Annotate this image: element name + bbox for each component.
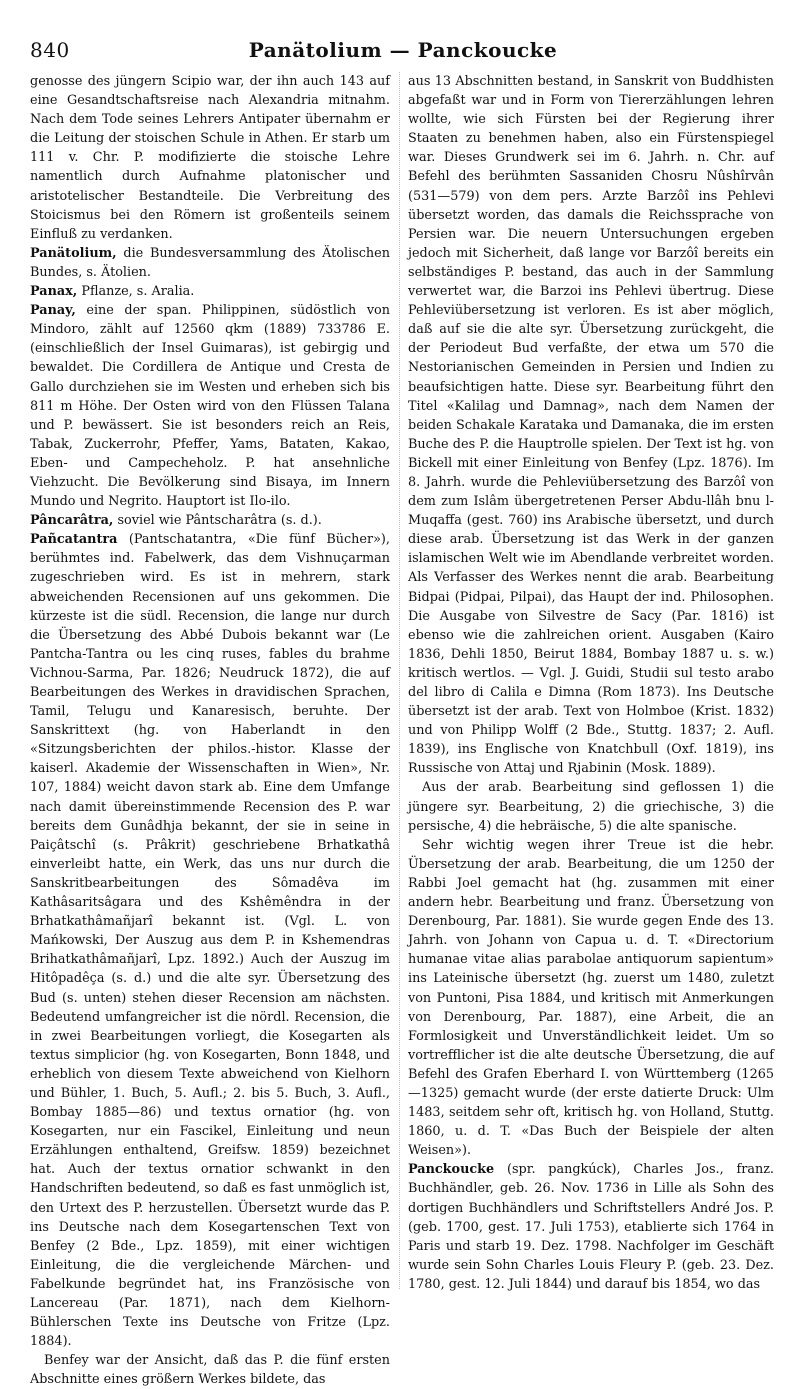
entry-panax xyxy=(30,282,390,301)
paragraph-benfey: Benfey war der Ansicht, daß das P. die fünf ersten Abschnitte eines größern Werkes bildete, das xyxy=(30,1353,390,1388)
right-column xyxy=(408,72,774,1292)
entry-panckoucke xyxy=(408,1160,774,1294)
entry-panay xyxy=(30,301,390,511)
left-column xyxy=(30,72,390,1388)
running-head: Panätolium — Panckoucke xyxy=(248,38,558,62)
headword: Pâncarâtra, xyxy=(30,513,114,529)
page-header xyxy=(30,38,776,66)
entry-text: die Bundesversammlung des Ätolischen Bundes, s. Ätolien. xyxy=(30,245,390,280)
headword: Pañcatantra xyxy=(30,532,118,548)
headword: Panckoucke xyxy=(408,1162,495,1178)
paragraph-arab-versions: Aus der arab. Bearbeitung sind geflossen 1) die jüngere syr. Bearbeitung, 2) die griechische, 3) die persische, 4) die hebräische, 5) die alte spanische. xyxy=(408,780,774,834)
paragraph-hebrew-version: Sehr wichtig wegen ihrer Treue ist die hebr. Übersetzung der arab. Bearbeitung, die um 1250 der Rabbi Joel gemacht hat (hg. zusammen mit einer andern hebr. Bearbeitung und franz. Übersetzung von Derenbourg, Par. 1881). Sie wurde gegen Ende des 13. Jahrh. von Johann von Capua u. d. T. «Directorium humanae vitae alias parabolae antiquorum sapientum» ins Lateinische übersetzt (hg. zuerst um 1480, zuletzt von Puntoni, Pisa 1884, und kritisch mit Anmerkungen von Derenbourg, Par. 1887), eine Arbeit, die an Formlosigkeit und Unverständlichkeit leidet. Um so vortrefflicher ist die alte deutsche Übersetzung, die auf Befehl des Grafen Eberhard I. von Württemberg (1265—1325) gemacht wurde (der erste datierte Druck: Ulm 1483, seitdem sehr oft, kritisch hg. von Holland, Stuttg. 1860, u. d. T. «Das Buch der Beispiele der alten Weisen»). xyxy=(408,837,774,1159)
entry-pancaratra xyxy=(30,511,390,530)
entry-pancatantra xyxy=(30,530,390,1351)
entry-text: Pflanze, s. Aralia. xyxy=(77,284,195,300)
paragraph-continuation: genosse des jüngern Scipio war, der ihn auch 143 auf eine Gesandtschaftsreise nach Alexandria mitnahm. Nach dem Tode seines Lehrers Antipater übernahm er die Leitung der stoischen Schule in Athen. Er starb um 111 v. Chr. P. modifizierte die stoische Lehre namentlich durch Aufnahme platonischer und aristotelischer Bestandteile. Die Verbreitung des Stoicismus bei den Römern ist großenteils seinem Einfluß zu verdanken. xyxy=(30,74,390,242)
entry-text: soviel wie Pântscharâtra (s. d.). xyxy=(113,513,322,529)
entry-panaetolium xyxy=(30,244,390,282)
headword: Panay, xyxy=(30,303,76,319)
page-number: 840 xyxy=(30,38,70,62)
paragraph-continuation: aus 13 Abschnitten bestand, in Sanskrit von Buddhisten abgefaßt war und in Form von Tiererzählungen lehren wollte, wie sich Fürsten bei der Regierung ihrer Staaten zu benehmen haben, also ein Fürstenspiegel war. Dieses Grundwerk sei im 6. Jahrh. n. Chr. auf Befehl des berühmten Sassaniden Chosru Nûshîrvân (531—579) von dem pers. Arzte Barzôî ins Pehlevi übersetzt worden, das damals die Reichssprache von Persien war. Die neuern Untersuchungen ergeben jedoch mit Sicherheit, daß lange vor Barzôî bereits ein selbständiges P. bestand, das auch in der Sammlung verwertet war, die Barzoi ins Pehlevi übertrug. Diese Pehleviübersetzung ist verloren. Es ist aber möglich, daß auf sie die alte syr. Übersetzung zurückgeht, die der Periodeut Bud verfaßte, der etwa um 570 die Nestorianischen Gemeinden in Persien und Indien zu beaufsichtigen hatte. Diese syr. Bearbeitung führt den Titel «Kalilag und Damnag», nach dem Namen der beiden Schakale Karataka und Damanaka, die im ersten Buche des P. die Hauptrolle spielen. Der Text ist hg. von Bickell mit einer Einleitung von Benfey (Lpz. 1876). Im 8. Jahrh. wurde die Pehleviübersetzung des Barzôî von dem zum Islâm übergetretenen Perser Abdu-llâh bnu l-Muqaffa (gest. 760) ins Arabische übersetzt, und durch diese arab. Übersetzung ist das Werk in der ganzen islamischen Welt wie im Abendlande verbreitet worden. Als Verfasser des Werkes nennt die arab. Bearbeitung Bidpai (Pidpai, Pilpai), das Haupt der ind. Philosophen. Die Ausgabe von Silvestre de Sacy (Par. 1816) ist ebenso wie die zahlreichen orient. Ausgaben (Kairo 1836, Dehli 1850, Beirut 1884, Bombay 1887 u. s. w.) kritisch wertlos. — Vgl. J. Guidi, Studii sul testo arabo del libro di Calila e Dimna (Rom 1873). Ins Deutsche übersetzt ist der arab. Text von Holmboe (Krist. 1832) und von Philipp Wolff (2 Bde., Stuttg. 1837; 2. Aufl. 1839), ins Englische von Knatchbull (Oxf. 1819), ins Russische von Attaj und Rjabinin (Mosk. 1889). xyxy=(408,74,774,777)
entry-text: (spr. pangkúck), Charles Jos., franz. Buchhändler, geb. 26. Nov. 1736 in Lille als Sohn des dortigen Buchhändlers und Schriftstellers André Jos. P. (geb. 1700, gest. 17. Juli 1753), etablierte sich 1764 in Paris und starb 19. Dez. 1798. Nachfolger im Geschäft wurde sein Sohn Charles Louis Fleury P. (geb. 23. Dez. 1780, gest. 12. Juli 1844) und darauf bis 1854, wo das xyxy=(408,1162,774,1292)
headword: Panätolium, xyxy=(30,245,117,261)
column-divider xyxy=(399,72,400,1289)
entry-text: (Pantschatantra, «Die fünf Bücher»), berühmtes ind. Fabelwerk, das dem Vishnuçarman zugeschrieben wird. Es ist in mehrern, stark abweichenden Recensionen auf uns gekommen. Die kürzeste ist die südl. Recension, die lange nur durch die Übersetzung des Abbé Dubois bekannt war (Le Pantcha-Tantra ou les cinq ruses, fables du brahme Vichnou-Sarma, Par. 1826; Neudruck 1872), die auf Bearbeitungen des Werkes in dravidischen Sprachen, Tamil, Telugu und Kanaresisch, beruhte. Der Sanskrittext (hg. von Haberlandt in den «Sitzungsberichten der philos.-histor. Klasse der kaiserl. Akademie der Wissenschaften in Wien», Nr. 107, 1884) weicht davon stark ab. Eine dem Umfange nach damit übereinstimmende Recension des P. war bereits dem Gunâdhja bekannt, der sie in seine in Paiçâtschî (s. Prâkrit) geschriebene Brhatkathâ einverleibt hatte, ein Werk, das uns nur durch die Sanskritbearbeitungen des Sômadêva im Kathâsaritsâgara und des Kshêmêndra in der Brhatkathâmañjarî bekannt ist. (Vgl. L. von Mańkowski, Der Auszug aus dem P. in Kshemendras Brihatkathâmañjarî, Lpz. 1892.) Auch der Auszug im Hitôpadêça (s. d.) und die alte syr. Übersetzung des Bud (s. unten) stehen dieser Recension am nächsten. Bedeutend umfangreicher ist die nördl. Recension, die in zwei Bearbeitungen vorliegt, die Kosegarten als textus simplicior (hg. von Kosegarten, Bonn 1848, und erheblich von diesem Texte abweichend von Kielhorn und Bühler, 1. Buch, 5. Aufl.; 2. bis 5. Buch, 3. Aufl., Bombay 1885—86) und textus ornatior (hg. von Kosegarten, nur ein Fascikel, Einleitung und neun Erzählungen enthaltend, Greifsw. 1859) bezeichnet hat. Auch der textus ornatior schwankt in den Handschriften bedeutend, so daß es fast unmöglich ist, den Urtext des P. herzustellen. Übersetzt wurde das P. ins Deutsche nach dem Kosegartenschen Text von Benfey (2 Bde., Lpz. 1859), mit einer wichtigen Einleitung, die die vergleichende Märchen- und Fabelkunde begründet hat, ins Französische von Lancereau (Par. 1871), nach dem Kielhorn-Bühlerschen Texte ins Deutsche von Fritze (Lpz. 1884). xyxy=(30,532,390,1350)
entry-text: eine der span. Philippinen, südöstlich von Mindoro, zählt auf 12560 qkm (1889) 733786 E. (einschließlich der Insel Guimaras), ist gebirgig und bewaldet. Die Cordillera de Antique und Cresta de Gallo durchziehen sie im Westen und erheben sich bis 811 m Höhe. Der Osten wird von den Flüssen Talana und P. bewässert. Sie ist besonders reich an Reis, Tabak, Zuckerrohr, Pfeffer, Yams, Bataten, Kakao, Eben- und Campecheholz. P. hat ansehnliche Viehzucht. Die Bevölkerung sind Bisaya, im Innern Mundo und Negrito. Hauptort ist Ilo-ilo. xyxy=(30,303,390,510)
headword: Panax, xyxy=(30,284,78,300)
